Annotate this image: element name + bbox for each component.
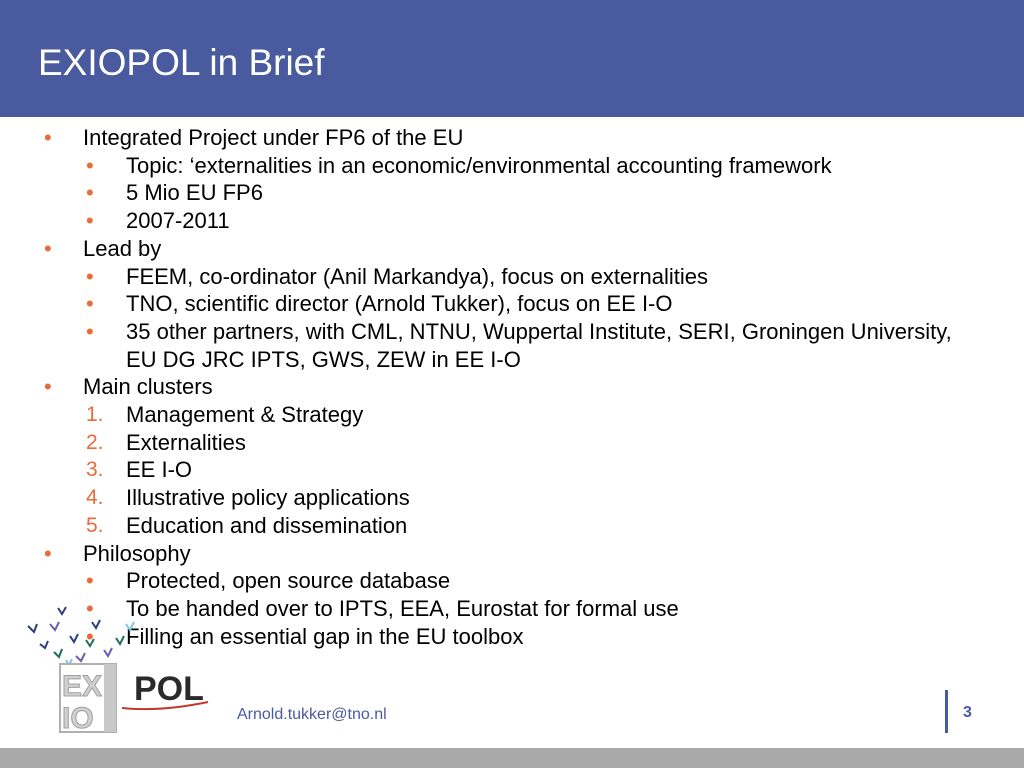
- bullet-marker: 2.: [86, 430, 104, 454]
- bullet-text: Education and dissemination: [126, 512, 408, 538]
- bullet-text: 2007-2011: [126, 208, 230, 234]
- sub-bullet-item: [0, 152, 976, 180]
- bullet-text: Integrated Project under FP6 of the EU: [83, 125, 464, 150]
- bullet-text: Lead by: [83, 235, 162, 261]
- bullet-marker: •: [44, 540, 52, 566]
- bullet-text: TNO, scientific director (Arnold Tukker), focus on EE I-O: [126, 291, 673, 317]
- bullet-text: Protected, open source database: [126, 568, 451, 594]
- bullet-marker: •: [86, 152, 94, 178]
- bullet-marker: •: [44, 374, 52, 400]
- bullet-list: [0, 124, 1024, 650]
- bullet-text: Externalities: [126, 429, 246, 455]
- sub-bullet-item: [0, 179, 976, 207]
- bottom-bar: [0, 748, 1024, 768]
- bullet-marker: •: [86, 263, 94, 289]
- bullet-text: To be handed over to IPTS, EEA, Eurostat for formal use: [126, 595, 679, 621]
- footer-divider: [945, 690, 948, 733]
- logo-letters-ex: EX: [62, 670, 103, 703]
- bullet-marker: 5.: [86, 513, 104, 537]
- bullet-marker: •: [86, 595, 94, 621]
- bullet-item: [0, 124, 1024, 152]
- sub-bullet-item: [0, 567, 976, 595]
- slide-title: EXIOPOL in Brief: [38, 42, 325, 83]
- bullet-item: [0, 540, 1024, 568]
- sub-bullet-item: [0, 207, 976, 235]
- bullet-text: Main clusters: [83, 374, 213, 400]
- sub-bullet-item: [0, 512, 976, 540]
- bullet-marker: •: [86, 623, 94, 649]
- bullet-marker: 3.: [86, 458, 104, 482]
- bullet-marker: •: [86, 291, 94, 317]
- bullet-item: [0, 373, 1024, 401]
- bullet-marker: 4.: [86, 486, 104, 510]
- logo-letters-io: IO: [62, 702, 94, 735]
- bullet-item: [0, 235, 1024, 263]
- sub-bullet-item: [0, 484, 976, 512]
- exiopol-logo: [20, 600, 220, 740]
- bullet-text: 35 other partners, with CML, NTNU, Wuppertal Institute, SERI, Groningen University, EU DG JRC IPTS, GWS, ZEW in EE I-O: [126, 318, 952, 372]
- sub-bullet-item: [0, 401, 976, 429]
- bullet-text: Management & Strategy: [126, 402, 364, 428]
- title-bar: [0, 0, 1024, 117]
- page-number: 3: [963, 704, 972, 721]
- sub-bullet-item: [0, 429, 976, 457]
- sub-bullet-item: [0, 263, 976, 291]
- bullet-text: EE I-O: [126, 457, 193, 483]
- bullet-text: Illustrative policy applications: [126, 485, 410, 511]
- bullet-text: 5 Mio EU FP6: [126, 180, 263, 206]
- bullet-marker: •: [86, 568, 94, 594]
- sub-bullet-item: [0, 456, 976, 484]
- bullet-marker: •: [44, 125, 52, 150]
- bullet-marker: •: [86, 318, 94, 344]
- footer-email: Arnold.tukker@tno.nl: [237, 706, 387, 723]
- logo-arrow-marks: [28, 607, 134, 665]
- bullet-text: FEEM, co-ordinator (Anil Markandya), focus on externalities: [126, 263, 709, 289]
- bullet-text: Filling an essential gap in the EU toolbox: [126, 623, 524, 649]
- logo-exio-block: [60, 664, 116, 735]
- bullet-marker: •: [86, 208, 94, 234]
- bullet-marker: •: [44, 235, 52, 261]
- bullet-marker: 1.: [86, 403, 104, 427]
- logo-word-pol: POL: [134, 670, 204, 708]
- bullet-marker: •: [86, 180, 94, 206]
- bullet-text: Philosophy: [83, 540, 191, 566]
- sub-bullet-item: [0, 290, 976, 318]
- sub-bullet-item: [0, 318, 976, 373]
- bullet-text: Topic: ‘externalities in an economic/environmental accounting framework: [126, 152, 832, 178]
